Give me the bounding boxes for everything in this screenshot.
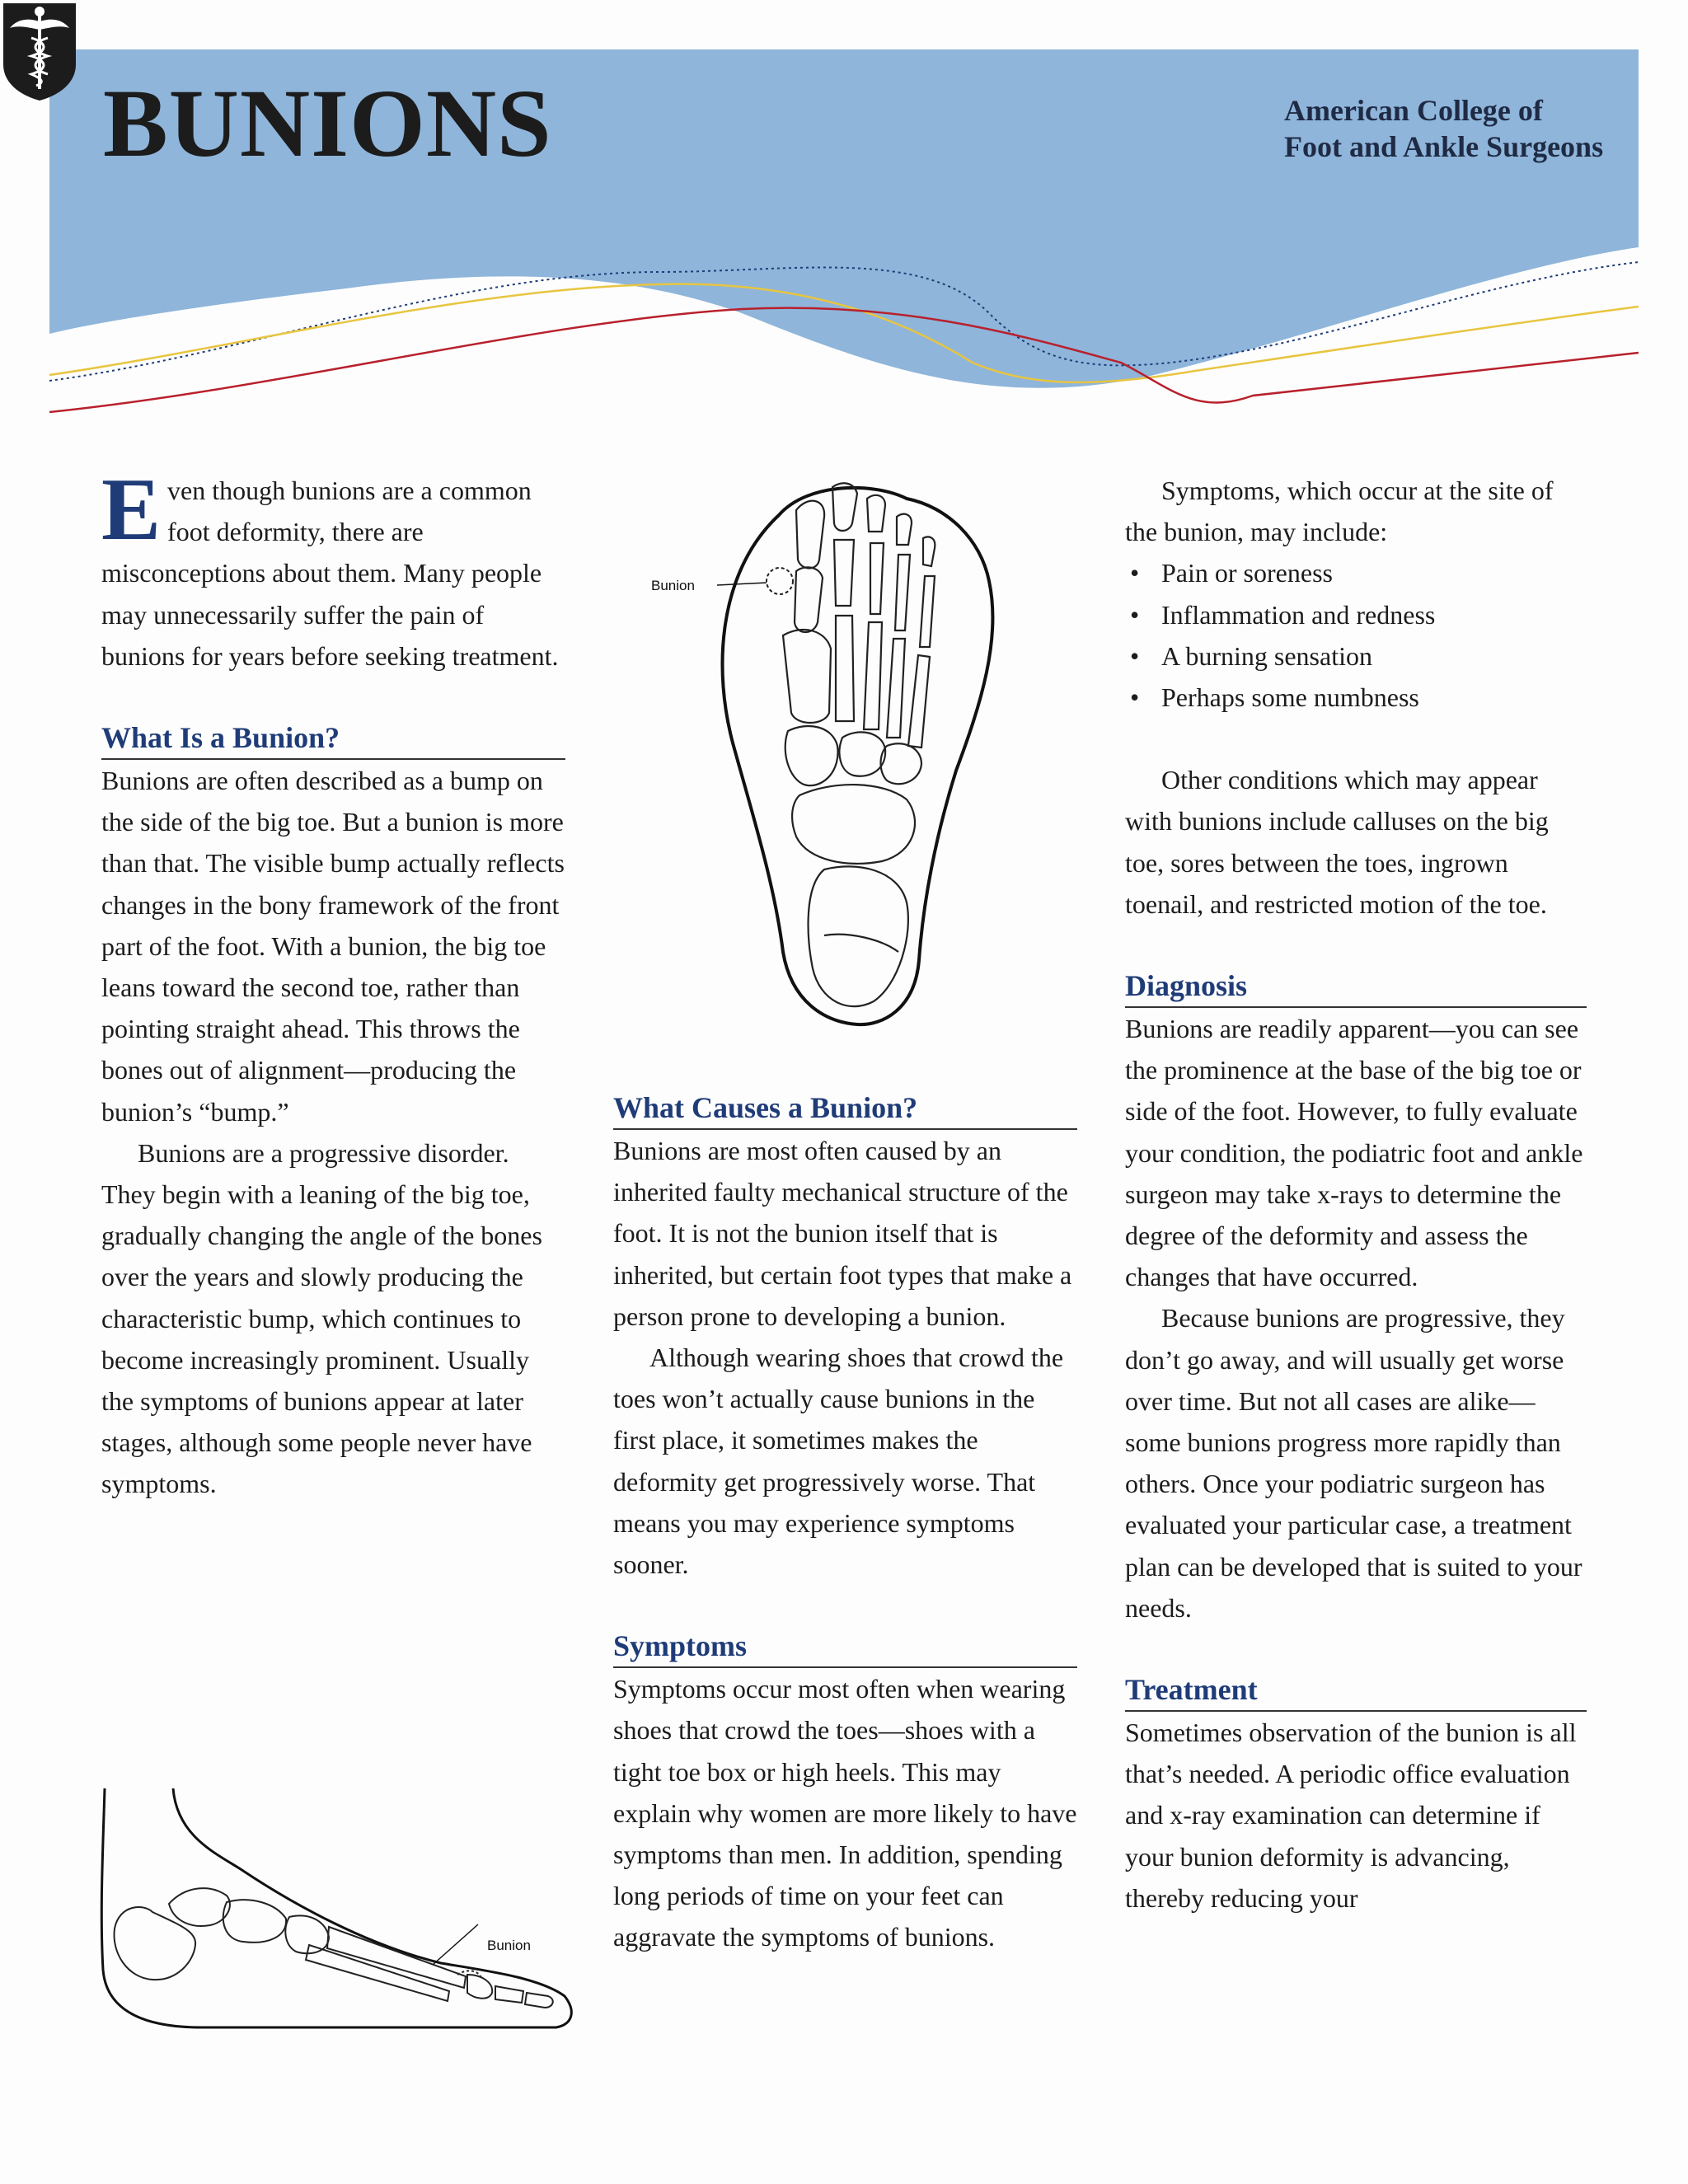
intro-paragraph bbox=[101, 461, 565, 677]
other-conditions-paragraph: Other conditions which may appear with bunions include calluses on the big toe, sores between the toes, ingrown toenail, and restricted motion of the toe. bbox=[1125, 765, 1549, 919]
organization-name bbox=[1284, 92, 1603, 165]
caduceus-shield-icon bbox=[0, 0, 79, 102]
symptoms-intro: Symptoms, which occur at the site of the bunion, may include: bbox=[1125, 476, 1554, 547]
organization-name-line2: Foot and Ankle Surgeons bbox=[1284, 130, 1604, 163]
what-is-paragraph-1: Bunions are often described as a bump on the side of the big toe. But a bunion is more than that. The visible bump actually reflects changes in the bony framework of the front part of the foot. With a bunion, the big toe leans toward the second toe, rather than pointing straight ahead. This throws the bones out of alignment—producing the bunion’s “bump.” bbox=[101, 766, 565, 1127]
heading-diagnosis: Diagnosis bbox=[1125, 966, 1587, 1008]
column-left bbox=[101, 461, 565, 1505]
bunion-label-top: Bunion bbox=[651, 578, 695, 593]
heading-treatment: Treatment bbox=[1125, 1670, 1587, 1712]
diagnosis-paragraph-2: Because bunions are progressive, they don’t go away, and will usually get worse over time. But not all cases are alike—some bunions progress more rapidly than others. Once your podiatric surgeon has evaluated your particular case, a treatment plan can be developed that is suited to your needs. bbox=[1125, 1303, 1582, 1623]
list-item: • Perhaps some numbness bbox=[1130, 682, 1419, 713]
list-item: • A burning sensation bbox=[1130, 640, 1372, 671]
heading-what-is-bunion: What Is a Bunion? bbox=[101, 718, 565, 760]
header-wave-graphic bbox=[0, 0, 1688, 429]
symptoms-paragraph-1: Symptoms occur most often when wearing shoes that crowd the toes—shoes with a tight toe box or high heels. This may explain why women are more likely to have symptoms than men. In addition, spending long periods of time on your feet can aggravate the symptoms of bunions. bbox=[613, 1674, 1077, 1952]
what-is-paragraph-2: Bunions are a progressive disorder. They begin with a leaning of the big toe, gradually changing the angle of the bones over the years and slowly producing the characteristic bump, which continues to become increasingly prominent. Usually the symptoms of bunions appear at later stages, although some people never have symptoms. bbox=[101, 1137, 542, 1499]
bunion-label-side: Bunion bbox=[487, 1938, 531, 1953]
diagnosis-paragraph-1: Bunions are readily apparent—you can see the prominence at the base of the big toe or side of the foot. However, to fully evaluate your condition, the podiatric foot and ankle surgeon may take x-rays to determine the degree of the deformity and assess the changes that have occurred. bbox=[1125, 1014, 1583, 1292]
symptoms-list bbox=[1125, 552, 1587, 718]
foot-skeleton-top-view-illustration bbox=[635, 474, 1080, 1030]
column-middle bbox=[613, 1088, 1077, 1958]
intro-text: ven though bunions are a common foot deformity, there are misconceptions about them. Many people may unnecessarily suffer the pain of bunions for years before seeking treatment. bbox=[101, 476, 559, 671]
causes-paragraph-1: Bunions are most often caused by an inherited faulty mechanical structure of the foot. It is not the bunion itself that is inherited, but certain foot types that make a person prone to developing a bunion. bbox=[613, 1136, 1072, 1331]
treatment-paragraph-1: Sometimes observation of the bunion is all that’s needed. A periodic office evaluation and x-ray examination can determine if your bunion deformity is advancing, thereby reducing your bbox=[1125, 1718, 1577, 1913]
organization-name-line1: American College of bbox=[1284, 94, 1543, 127]
heading-symptoms: Symptoms bbox=[613, 1626, 1077, 1668]
foot-skeleton-side-view-illustration bbox=[95, 1780, 573, 2044]
list-item: • Pain or soreness bbox=[1130, 558, 1333, 588]
heading-what-causes: What Causes a Bunion? bbox=[613, 1088, 1077, 1130]
header-banner bbox=[0, 0, 1688, 429]
list-item: • Inflammation and redness bbox=[1130, 599, 1436, 630]
page-title: BUNIONS bbox=[103, 69, 552, 177]
causes-paragraph-2: Although wearing shoes that crowd the toes won’t actually cause bunions in the first place, it sometimes makes the deformity get progressively worse. That means you may experience symptoms sooner. bbox=[613, 1343, 1064, 1580]
column-right bbox=[1125, 470, 1587, 1919]
drop-cap: E bbox=[101, 461, 162, 559]
